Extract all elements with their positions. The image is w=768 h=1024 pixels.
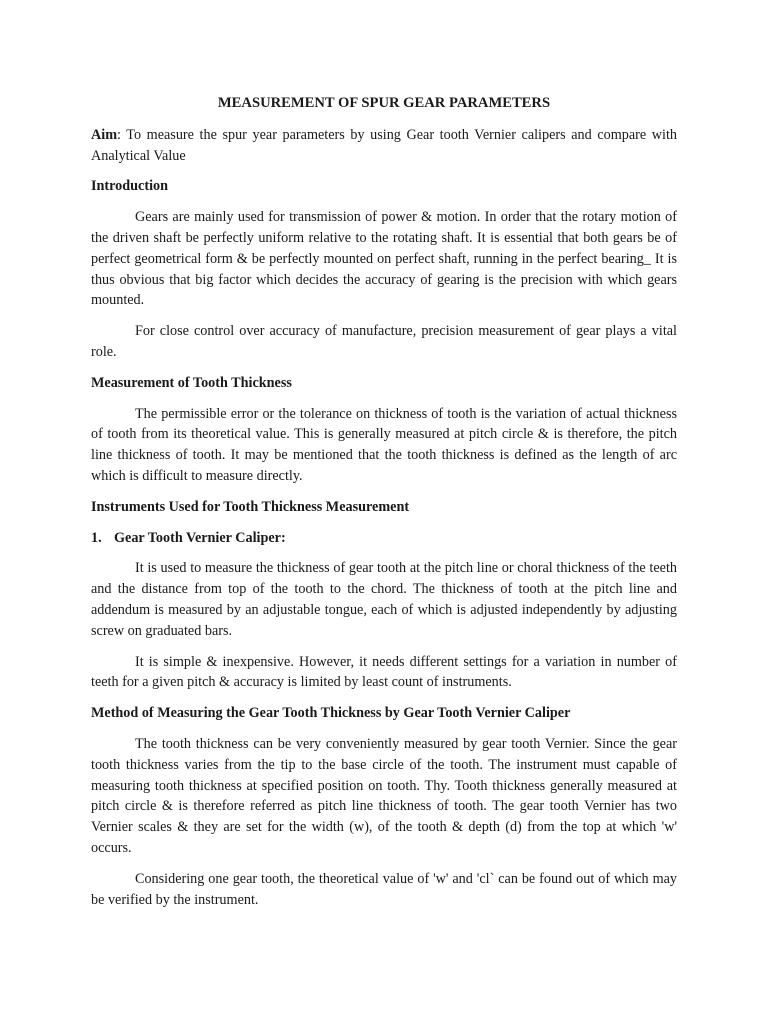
introduction-paragraph-2: For close control over accuracy of manufacture, precision measurement of gear plays a vital role. bbox=[91, 323, 677, 360]
numbered-list-item bbox=[91, 528, 677, 549]
method-paragraph-1: The tooth thickness can be very conveniently measured by gear tooth Vernier. Since the gear tooth thickness varies from the tip to the base circle of the tooth. The instrument must capable of measuring tooth thickness at specified position on tooth. Thy. Tooth thickness generally measured at pitch circle & is therefore referred as pitch line thickness of tooth. The gear tooth Vernier has two Vernier scales & they are set for the width (w), of the tooth & depth (d) from the top at which 'w' occurs. bbox=[91, 735, 677, 856]
method-heading: Method of Measuring the Gear Tooth Thickness by Gear Tooth Vernier Caliper bbox=[91, 705, 571, 722]
aim-label: Aim bbox=[91, 126, 118, 143]
introduction-paragraph-1: Gears are mainly used for transmission of power & motion. In order that the rotary motion of the driven shaft be perfectly uniform relative to the rotating shaft. It is essential that both gears be of perfect geometrical form & be perfectly mounted on perfect shaft, running in the perfect bearing_ It is thus obvious that big factor which decides the accuracy of gearing is the precision with which gears mounted. bbox=[91, 209, 677, 309]
introduction-heading: Introduction bbox=[91, 178, 168, 195]
tooth-thickness-heading: Measurement of Tooth Thickness bbox=[91, 374, 292, 391]
caliper-paragraph-2: It is simple & inexpensive. However, it needs different settings for a variation in number of teeth for a given pitch & accuracy is limited by least count of instruments. bbox=[91, 653, 677, 691]
instruments-heading: Instruments Used for Tooth Thickness Measurement bbox=[91, 498, 410, 515]
method-paragraph-2: Considering one gear tooth, the theoretical value of 'w' and 'cl` can be found out of which may be verified by the instrument. bbox=[91, 870, 677, 908]
caliper-paragraph-1: It is used to measure the thickness of gear tooth at the pitch line or choral thickness of the teeth and the distance from top of the tooth to the chord. The thickness of tooth at the pitch line and addendum is measured by an adjustable tongue, each of which is adjusted independently by adjusting screw on graduated bars. bbox=[91, 560, 677, 639]
document-page bbox=[91, 93, 677, 920]
list-item-number: 1. bbox=[91, 529, 102, 546]
list-item-title: Gear Tooth Vernier Caliper: bbox=[114, 529, 286, 546]
aim-text: : To measure the spur year parameters by using Gear tooth Vernier calipers and compare with Analytical Value bbox=[91, 126, 677, 164]
aim-paragraph bbox=[91, 125, 677, 167]
page-title: MEASUREMENT OF SPUR GEAR PARAMETERS bbox=[217, 95, 551, 111]
tooth-thickness-paragraph: The permissible error or the tolerance on thickness of tooth is the variation of actual thickness of tooth from its theoretical value. This is generally measured at pitch circle & is therefore, the pitch line thickness of tooth. It may be mentioned that the tooth thickness is defined as the length of arc which is difficult to measure directly. bbox=[91, 405, 677, 484]
